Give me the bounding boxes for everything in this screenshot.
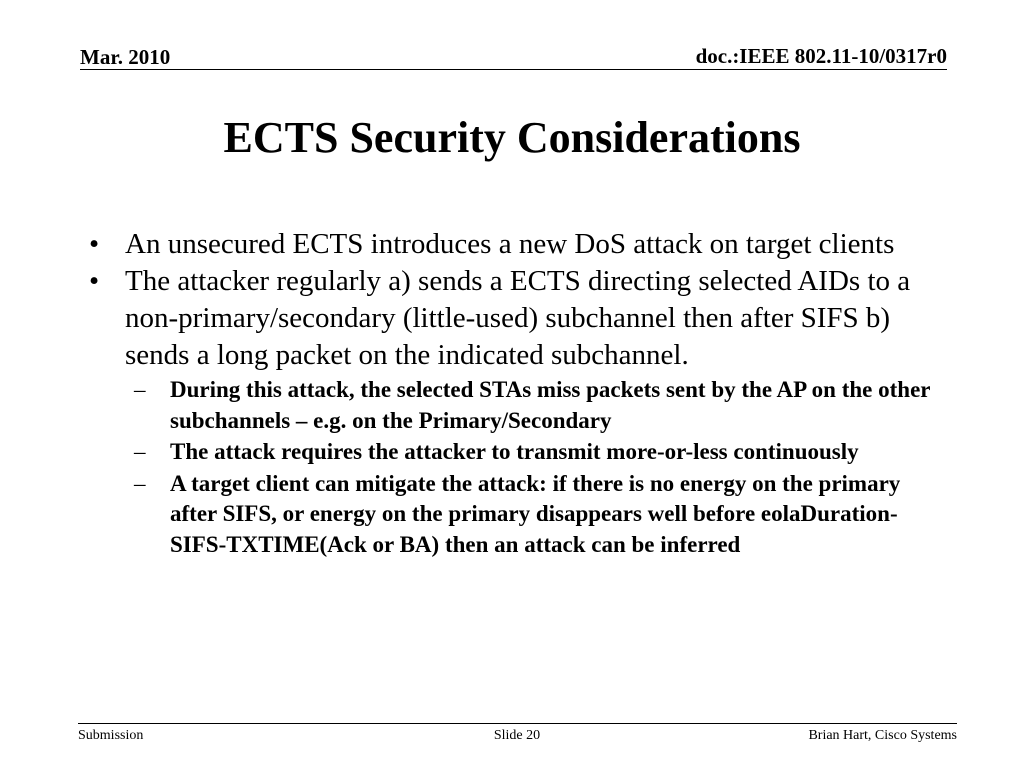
bullet-item (89, 226, 949, 263)
sub-bullet-marker: – (134, 377, 146, 402)
header-date: Mar. 2010 (80, 45, 171, 69)
footer-submission: Submission (78, 728, 144, 743)
footer-divider (78, 723, 957, 724)
bullet-text: The attacker regularly a) sends a ECTS directing selected AIDs to a non-primary/secondary (little-used) subchannel then after SIFS b) sends a long packet on the indicated subchannel. (125, 265, 911, 371)
sub-bullet-item (134, 375, 949, 436)
sub-bullet-item (134, 469, 949, 561)
bullet-marker: • (89, 265, 100, 297)
sub-bullet-marker: – (134, 439, 146, 464)
bullet-marker: • (89, 228, 100, 260)
header-document-id: doc.:IEEE 802.11-10/0317r0 (695, 44, 947, 68)
bullet-item (89, 263, 949, 374)
sub-bullet-item (134, 437, 949, 468)
footer-slide-number: Slide 20 (493, 728, 541, 743)
header-divider (80, 69, 947, 70)
bullet-text: An unsecured ECTS introduces a new DoS attack on target clients (125, 228, 895, 260)
sub-bullet-text: A target client can mitigate the attack: if there is no energy on the primary after SIFS, or energy on the primary disappears well before eolaDuration-SIFS-TXTIME(Ack or BA) then an attack can be inferred (170, 470, 901, 557)
sub-bullet-text: The attack requires the attacker to transmit more-or-less continuously (170, 439, 859, 464)
sub-bullet-marker: – (134, 470, 146, 496)
slide-title: ECTS Security Considerations (223, 113, 801, 162)
slide-body (89, 226, 949, 560)
sub-bullet-text: During this attack, the selected STAs miss packets sent by the AP on the other subchannels – e.g. on the Primary/Secondary (170, 377, 931, 433)
footer-author: Brian Hart, Cisco Systems (808, 728, 957, 743)
